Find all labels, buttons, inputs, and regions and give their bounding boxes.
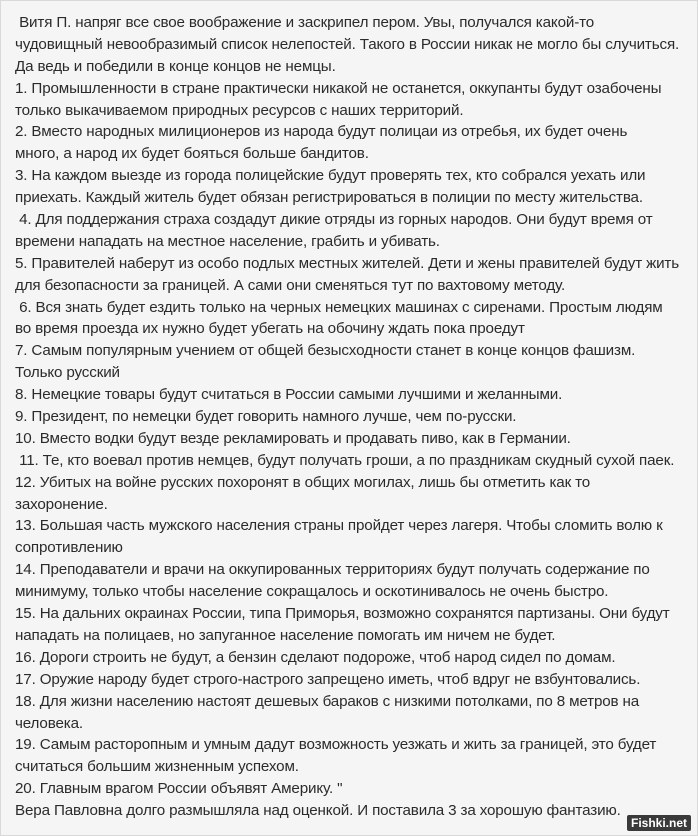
text-line: сопротивлению <box>15 539 123 557</box>
text-line: минимуму, только чтобы население сокращалось и оскотинивалось не очень быстро. <box>15 583 609 601</box>
text-line: Витя П. напряг все свое воображение и заскрипел пером. Увы, получался какой-то <box>15 14 595 31</box>
text-line: Вера Павловна долго размышляла над оценкой. И поставила 3 за хорошую фантазию. <box>15 802 621 820</box>
text-block <box>15 12 695 822</box>
text-line: 4. Для поддержания страха создадут дикие отряды из горных народов. Они будут время от <box>15 211 653 229</box>
text-line: 11. Те, кто воевал против немцев, будут получать гроши, а по праздникам скудный сухой паек. <box>15 451 675 469</box>
text-line: захоронение. <box>15 495 108 513</box>
text-line: нападать на полицаев, но запуганное население помогать им ничем не будет. <box>15 626 556 644</box>
text-line: 7. Самым популярным учением от общей безысходности станет в конце концов фашизм. <box>15 342 636 360</box>
text-line: во время проезда их нужно будет убегать на обочину ждать пока проедут <box>15 320 525 338</box>
text-line: 13. Большая часть мужского населения страны пройдет через лагеря. Чтобы сломить волю к <box>15 517 663 535</box>
text-line: чудовищный невообразимый список нелепостей. Такого в России никак не могло бы случиться. <box>15 35 680 53</box>
text-line: 3. На каждом выезде из города полицейские будут проверять тех, кто собрался уехать или <box>15 167 646 185</box>
text-line: 1. Промышленности в стране практически никакой не останется, оккупанты будут озабочены <box>15 79 662 97</box>
text-line: 6. Вся знать будет ездить только на черных немецких машинах с сиренами. Простым людям <box>15 298 663 316</box>
text-line: 19. Самым расторопным и умным дадут возможность уезжать и жить за границей, это будет <box>15 736 657 754</box>
text-line: времени нападать на местное население, грабить и убивать. <box>15 232 440 250</box>
text-line: 17. Оружие народу будет строго-настрого запрещено иметь, чтоб вдруг не взбунтовались. <box>15 670 641 688</box>
watermark-logo: Fishki.net <box>627 815 691 831</box>
text-line: только выкачиваемом природных ресурсов с наших территорий. <box>15 101 464 119</box>
text-line: 16. Дороги строить не будут, а бензин сделают подороже, чтоб народ сидел по домам. <box>15 648 616 666</box>
text-line: 14. Преподаватели и врачи на оккупированных территориях будут получать содержание по <box>15 561 650 579</box>
text-line: для безопасности за границей. А сами они сменяться тут по вахтовому методу. <box>15 276 566 294</box>
text-line: 20. Главным врагом России объявят Америку. " <box>15 780 343 798</box>
text-line: много, а народ их будет бояться больше бандитов. <box>15 145 369 163</box>
text-line: 5. Правителей наберут из особо подлых местных жителей. Дети и жены правителей будут жить <box>15 254 679 272</box>
text-line: 12. Убитых на войне русских похоронят в общих могилах, лишь бы отметить как то <box>15 473 591 491</box>
text-line: Да ведь и победили в конце концов не немцы. <box>15 57 336 75</box>
text-line: 10. Вместо водки будут везде рекламировать и продавать пиво, как в Германии. <box>15 429 571 447</box>
text-line: 15. На дальних окраинах России, типа Приморья, возможно сохранятся партизаны. Они будут <box>15 605 670 623</box>
text-line: 9. Президент, по немецки будет говорить намного лучше, чем по-русски. <box>15 408 517 426</box>
text-line: человека. <box>15 714 83 732</box>
text-line: считаться большим жизненным успехом. <box>15 758 299 776</box>
text-line: 8. Немецкие товары будут считаться в России самыми лучшими и желанными. <box>15 386 563 404</box>
text-line: 18. Для жизни населению настоят дешевых бараков с низкими потолками, по 8 метров на <box>15 692 640 710</box>
text-line: Только русский <box>15 364 120 382</box>
text-line: приехать. Каждый житель будет обязан регистрироваться в полиции по месту жительства. <box>15 189 643 207</box>
text-line: 2. Вместо народных милиционеров из народа будут полицаи из отребья, их будет очень <box>15 123 628 141</box>
